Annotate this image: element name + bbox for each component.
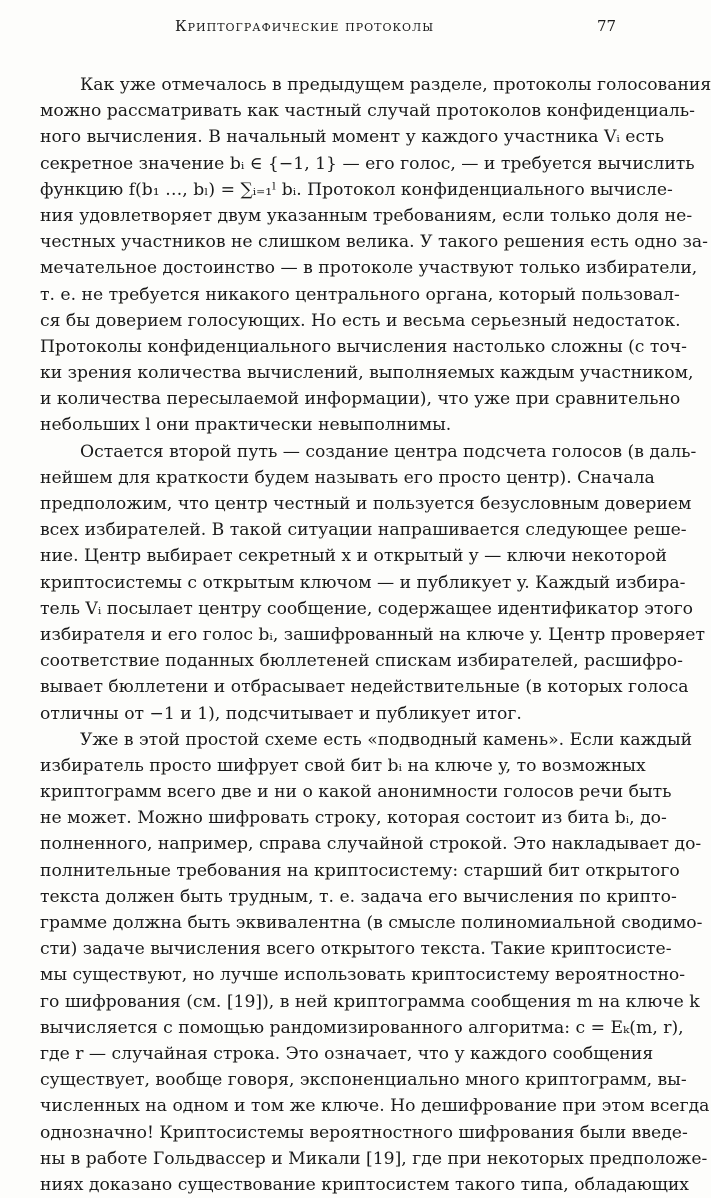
text-line: избиратель просто шифрует свой бит bᵢ на ключе y, то возможных <box>40 755 646 776</box>
text-line: секретное значение bᵢ ∈ {−1, 1} — его голос, — и требуется вычислить <box>40 153 695 174</box>
text-line: сти) задаче вычисления всего открытого текста. Такие криптосисте- <box>40 939 672 960</box>
text-line: вывает бюллетени и отбрасывает недействительные (в которых голоса <box>40 677 689 698</box>
text-line: ния удовлетворяет двум указанным требованиям, если только доля не- <box>40 205 693 226</box>
text-line: мы существуют, но лучше использовать криптосистему вероятностно- <box>40 965 686 986</box>
text-line: грамме должна быть эквивалентна (в смысле полиномиальной сводимо- <box>40 913 703 933</box>
text-line: существует, вообще говоря, экспоненциально много криптограмм, вы- <box>40 1070 687 1091</box>
text-line: Протоколы конфиденциального вычисления настолько сложны (с точ- <box>40 336 687 357</box>
text-line: честных участников не слишком велика. У такого решения есть одно за- <box>40 232 708 253</box>
text-line: т. е. не требуется никакого центрального органа, который пользовал- <box>40 284 680 305</box>
text-line: го шифрования (см. [19]), в ней криптограмма сообщения m на ключе k <box>40 991 700 1012</box>
text-line: избирателя и его голос bᵢ, зашифрованный на ключе y. Центр проверяет <box>40 624 705 645</box>
paragraph <box>40 72 711 439</box>
paragraph <box>40 439 705 727</box>
text-line: ки зрения количества вычислений, выполняемых каждым участником, <box>40 363 694 384</box>
body-text <box>40 72 711 1198</box>
text-line: всех избирателей. В такой ситуации напрашивается следующее реше- <box>40 520 687 541</box>
running-title: Криптографические протоколы <box>175 17 435 35</box>
text-line: небольших l они практически невыполнимы. <box>40 415 452 436</box>
text-line: ны в работе Гольдвассер и Микали [19], где при некоторых предположе- <box>40 1148 708 1169</box>
text-line: ние. Центр выбирает секретный x и открытый y — ключи некоторой <box>40 546 667 567</box>
paragraph <box>40 727 710 1198</box>
text-line: криптограмм всего две и ни о какой анонимности голосов речи быть <box>40 782 672 803</box>
text-line: Как уже отмечалось в предыдущем разделе, протоколы голосования <box>80 75 711 95</box>
text-line: полненного, например, справа случайной строкой. Это накладывает до- <box>40 834 702 855</box>
text-line: однозначно! Криптосистемы вероятностного шифрования были введе- <box>40 1122 688 1143</box>
text-line: вычисляется с помощью рандомизированного алгоритма: c = Eₖ(m, r), <box>40 1017 684 1038</box>
text-line: тель Vᵢ посылает центру сообщение, содержащее идентификатор этого <box>40 598 694 619</box>
text-line: мечательное достоинство — в протоколе участвуют только избиратели, <box>40 258 698 279</box>
page-number: 77 <box>597 17 617 35</box>
text-line: и количества пересылаемой информации), что уже при сравнительно <box>40 389 681 410</box>
text-line: функцию f(b₁ …, bₗ) = ∑ᵢ₌₁ˡ bᵢ. Протокол конфиденциального вычисле- <box>40 179 673 200</box>
page-header <box>0 17 630 41</box>
text-line: соответствие поданных бюллетеней спискам избирателей, расшифро- <box>40 651 683 672</box>
text-line: Уже в этой простой схеме есть «подводный камень». Если каждый <box>80 729 693 750</box>
text-line: предположим, что центр честный и пользуется безусловным доверием <box>40 494 692 514</box>
text-line: ниях доказано существование криптосистем такого типа, обладающих <box>40 1174 690 1195</box>
text-line: отличны от −1 и 1), подсчитывает и публикует итог. <box>40 703 522 724</box>
text-line: не может. Можно шифровать строку, которая состоит из бита bᵢ, до- <box>40 808 667 829</box>
text-line: ного вычисления. В начальный момент у каждого участника Vᵢ есть <box>40 127 664 148</box>
text-line: численных на одном и том же ключе. Но дешифрование при этом всегда <box>40 1096 710 1117</box>
text-line: ся бы доверием голосующих. Но есть и весьма серьезный недостаток. <box>40 310 681 331</box>
text-line: можно рассматривать как частный случай протоколов конфиденциаль- <box>40 101 695 122</box>
text-line: полнительные требования на криптосистему: старший бит открытого <box>40 860 680 881</box>
text-line: Остается второй путь — создание центра подсчета голосов (в даль- <box>80 441 697 462</box>
text-line: криптосистемы с открытым ключом — и публикует y. Каждый избира- <box>40 572 686 593</box>
text-line: нейшем для краткости будем называть его просто центр). Сначала <box>40 467 655 488</box>
text-line: текста должен быть трудным, т. е. задача его вычисления по крипто- <box>40 886 677 907</box>
text-line: где r — случайная строка. Это означает, что у каждого сообщения <box>40 1043 654 1064</box>
